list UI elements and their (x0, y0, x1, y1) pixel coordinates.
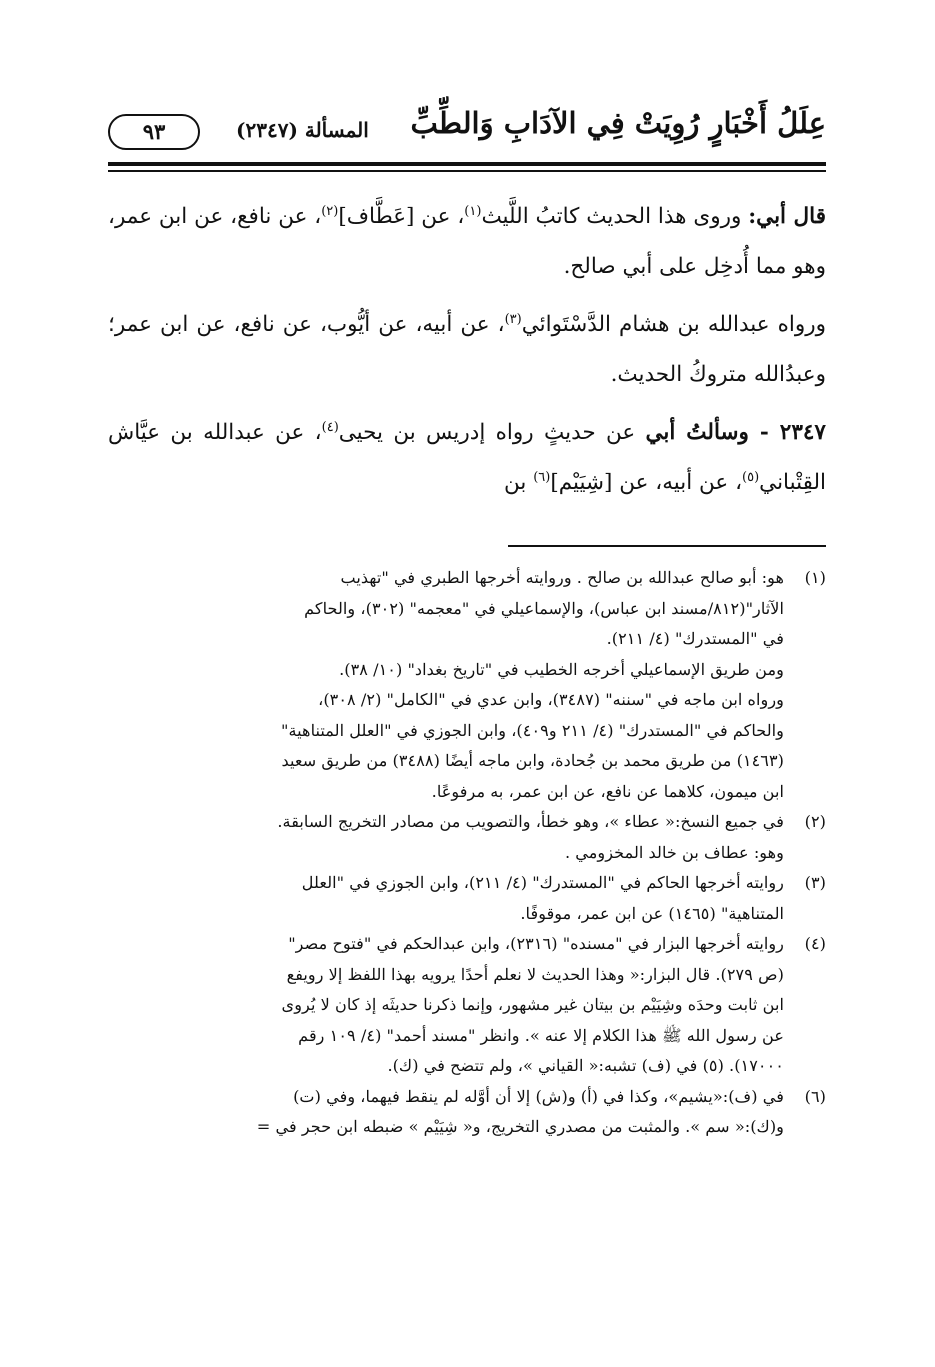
header-rule-thin (108, 170, 826, 172)
paragraph-3 (108, 408, 826, 508)
footnote-6 (108, 1082, 826, 1143)
speaker-label: قال أبي: (748, 204, 826, 229)
text-segment: ، عن نافع، عن ابن عمر، وهو مما أُدخِل على أبي صالح. (108, 204, 826, 279)
question-heading: ٢٣٤٧ - وسألتُ أبي (645, 420, 826, 445)
footnote-3 (108, 868, 826, 929)
footnote-number: (٢) (804, 812, 826, 831)
footnote-line: (ص ٢٧٩). قال البزار:« وهذا الحديث لا نعلم أحدًا يرويه بهذا اللفظ إلا رويفع (286, 964, 784, 984)
footnote-line: ومن طريق الإسماعيلي أخرجه الخطيب في "تاريخ بغداد" (١٠/ ٣٨). (339, 659, 784, 679)
footnote-ref-4[interactable]: (٤) (321, 419, 339, 435)
footnote-line: في (ف):«يشيم»، وكذا في (أ) و(ش) إلا أن أوَّله لم ينقط فيهما، وفي (ت) (293, 1086, 784, 1106)
footnote-line: روايته أخرجها الحاكم في "المستدرك" (٤/ ٢١١)، وابن الجوزي في "العلل (301, 873, 784, 892)
footnote-line: عن رسول الله ﷺ هذا الكلام إلا عنه ». وانظر "مسند أحمد" (٤/ ١٠٩ رقم (298, 1025, 784, 1045)
footnote-number: (٣) (804, 873, 826, 892)
paragraph-1 (108, 192, 826, 292)
footnote-line: (١٤٦٣) من طريق محمد بن جُحادة، وابن ماجه أيضًا (٣٤٨٨) من طريق سعيد (281, 751, 784, 770)
footnote-line: و(ك):« سم ». والمثبت من مصدري التخريج، و« شِيَيْم » ضبطه ابن حجر في = (256, 1117, 784, 1136)
footnote-line: وهو: عطاف بن خالد المخزومي . (564, 842, 784, 862)
footnote-2 (108, 807, 826, 868)
text-segment: ، عن أبيه، عن [شِيَيْم] (550, 470, 743, 495)
paragraph-2 (108, 300, 826, 400)
page-header (108, 104, 826, 160)
footnote-line: في جميع النسخ:« عطاء »، وهو خطأ، والتصويب من مصادر التخريج السابقة. (277, 812, 784, 831)
book-title: عِلَلُ أَخْبَارٍ رُوِيَتْ فِي الآدَابِ وَالطِّبِّ (410, 106, 826, 140)
text-segment: ورواه عبدالله بن هشام الدَّسْتَوائي (521, 312, 826, 337)
footnote-1 (108, 563, 826, 807)
footnote-line: ورواه ابن ماجه في "سننه" (٣٤٨٧)، وابن عدي في "الكامل" (٢/ ٣٠٨)، (318, 690, 784, 709)
header-rule-thick (108, 162, 826, 166)
footnote-ref-5[interactable]: (٥) (742, 469, 760, 485)
text-segment: وروى هذا الحديث كاتبُ اللَّيث (481, 204, 749, 229)
footnote-ref-1[interactable]: (١) (464, 203, 482, 219)
footnote-line: ١٧٠٠٠). (٥) في (ف) تشبه:« القياني »، ولم تتضح في (ك). (387, 1056, 784, 1075)
text-segment: عن حديثٍ رواه إدريس بن يحيى (338, 420, 646, 445)
text-segment: بن (504, 470, 534, 495)
footnote-number: (٦) (804, 1086, 826, 1106)
footnote-line: ابن ميمون، كلاهما عن نافع، عن ابن عمر، به مرفوعًا. (431, 781, 784, 801)
footnote-ref-6[interactable]: (٦) (533, 469, 551, 485)
issue-title: المسألة (٢٣٤٧) (236, 118, 369, 142)
text-segment: ، عن عبدالله بن عيَّاش القِتْباني (108, 420, 826, 495)
text-segment: ، عن أبيه، عن أيُّوب، عن نافع، عن ابن عمر؛ وعبدُالله متروكُ الحديث. (108, 312, 826, 387)
footnote-separator (508, 545, 826, 547)
footnote-line: روايته أخرجها البزار في "مسنده" (٢٣١٦)، وابن عبدالحكم في "فتوح مصر" (288, 934, 784, 953)
footnote-line: الآثار"(٨١٢/مسند ابن عباس)، والإسماعيلي في "معجمه" (٣٠٢)، والحاكم (304, 598, 784, 618)
footnote-line: والحاكم في "المستدرك" (٤/ ٢١١ و٤٠٩)، وابن الجوزي في "العلل المتناهية" (281, 720, 784, 740)
main-text (108, 192, 826, 508)
text-segment: ، عن [عَطَّاف] (338, 204, 465, 229)
footnote-line: ابن ثابت وحدَه وشِيَيْم بن بيتان غير مشهور، وإنما ذكرنا حديثَه إذ كان لا يُروى (281, 995, 784, 1014)
page-number: ٩٣ (108, 114, 200, 150)
footnote-line: هو: أبو صالح عبدالله بن صالح . وروايته أخرجها الطبري في "تهذيب (340, 568, 784, 587)
footnote-line: المتناهية" (١٤٦٥) عن ابن عمر، موقوفًا. (520, 903, 784, 923)
footnote-4 (108, 929, 826, 1082)
footnote-ref-2[interactable]: (٢) (321, 203, 339, 219)
footnote-line: في "المستدرك" (٤/ ٢١١). (606, 629, 784, 648)
footnotes (108, 563, 826, 1143)
footnote-number: (٤) (804, 934, 826, 953)
footnote-number: (١) (804, 568, 826, 587)
footnote-ref-3[interactable]: (٣) (504, 311, 522, 327)
